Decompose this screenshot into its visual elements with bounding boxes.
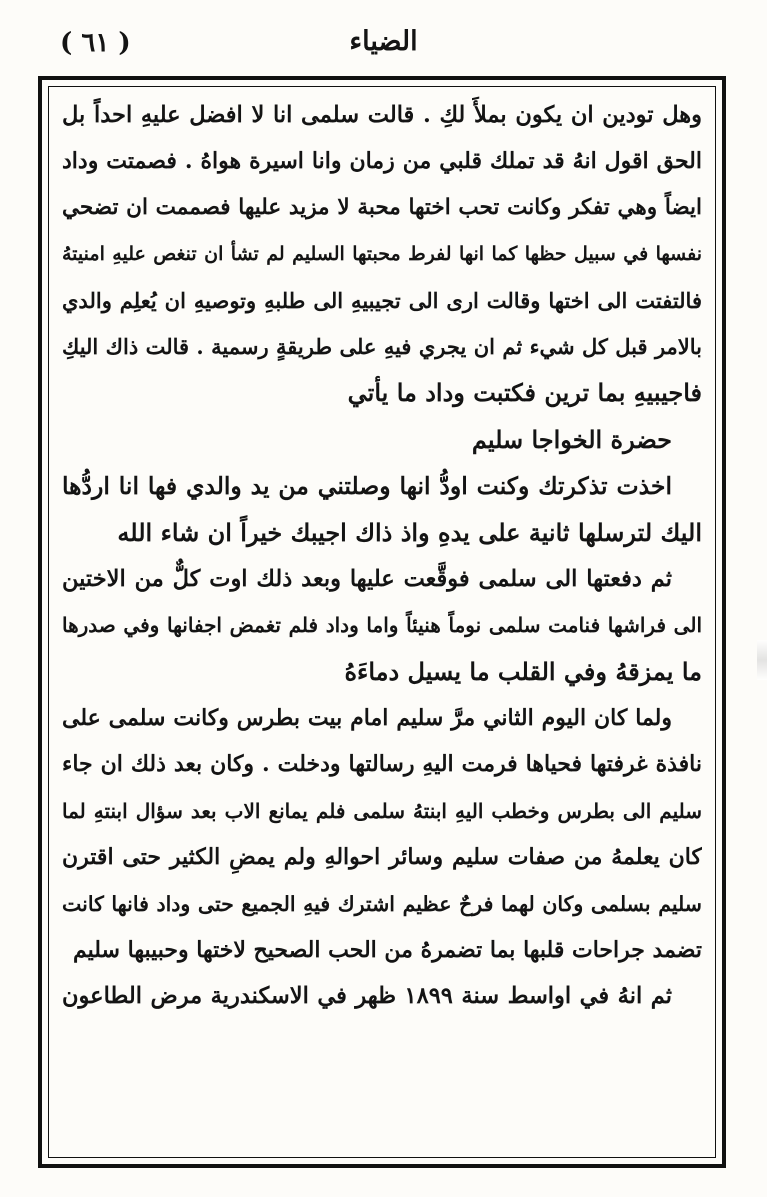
text-line: تضمد جراحات قلبها بما تضمرهُ من الحب الصحيح لاختها وحبيبها سليم [72,937,702,964]
text-line: كان يعلمهُ من صفات سليم وسائر احوالهِ ولم يمضِ الكثير حتى اقترن [62,844,702,871]
text-line: ما يمزقهُ وفي القلب ما يسيل دماءَهُ [344,656,702,686]
text-line: ثم انهُ في اواسط سنة ١٨٩٩ ظهر في الاسكندرية مرض الطاعون [62,983,672,1010]
text-line: الحق اقول انهُ قد تملك قلبي من زمان وانا اسيرة هواهُ . فصمتت وداد [62,148,702,175]
text-line: الى فراشها فنامت سلمى نوماً هنيئاً واما وداد فلم تغمض اجفانها وفي صدرها [62,613,702,638]
text-line: سليم بسلمى وكان لهما فرحٌ عظيم اشترك فيهِ الجميع حتى وداد فانها كانت [62,891,702,916]
text-line: فالتفتت الى اختها وقالت ارى الى تجيبيهِ الى طلبهِ وتوصيهِ ان يُعلِم والدي [62,287,702,313]
scan-edge-mark [757,640,767,680]
text-line: بالامر قبل كل شيء ثم ان يجري فيهِ على طريقةٍ رسمية . قالت ذاك اليكِ [62,333,702,359]
body-text [62,92,702,1152]
letter-salutation: حضرة الخواجا سليم [471,424,672,454]
text-line: ثم دفعتها الى سلمى فوقَّعت عليها وبعد ذلك اوت كلٌّ من الاختين [62,565,672,592]
text-line: فاجيبيهِ بما ترين فكتبت وداد ما يأتي [347,378,702,408]
text-line: سليم الى بطرس وخطب اليهِ ابنتهُ سلمى فلم يمانع الاب بعد سؤال ابنتهِ لما [62,798,702,823]
text-line: ايضاً وهي تفكر وكانت تحب اختها محبة لا مزيد عليها فصممت ان تضحي [62,194,702,220]
letter-line: اخذت تذكرتك وكنت اودُّ انها وصلتني من يد والدي فها انا اردُّها [62,472,672,501]
page-number: ( ٦١ ) [60,28,131,58]
page-header [0,22,767,72]
text-line: ولما كان اليوم الثاني مرَّ سليم امام بيت بطرس وكانت سلمى على [62,705,672,732]
text-line: نفسها في سبيل حظها كما انها لفرط محبتها السليم لم تشأ ان تنغص عليهِ امنيتهُ [62,243,702,266]
text-line: وهل تودين ان يكون بملأَ لكِ . قالت سلمى انا لا افضل عليهِ احداً بل [62,102,702,128]
letter-line: اليك لترسلها ثانية على يدهِ واذ ذاك اجيبك خيراً ان شاء الله [117,517,702,547]
text-line: نافذة غرفتها فحياها فرمت اليهِ رسالتها ودخلت . وكان بعد ذلك ان جاء [62,751,702,778]
journal-title: الضياء [349,26,418,57]
